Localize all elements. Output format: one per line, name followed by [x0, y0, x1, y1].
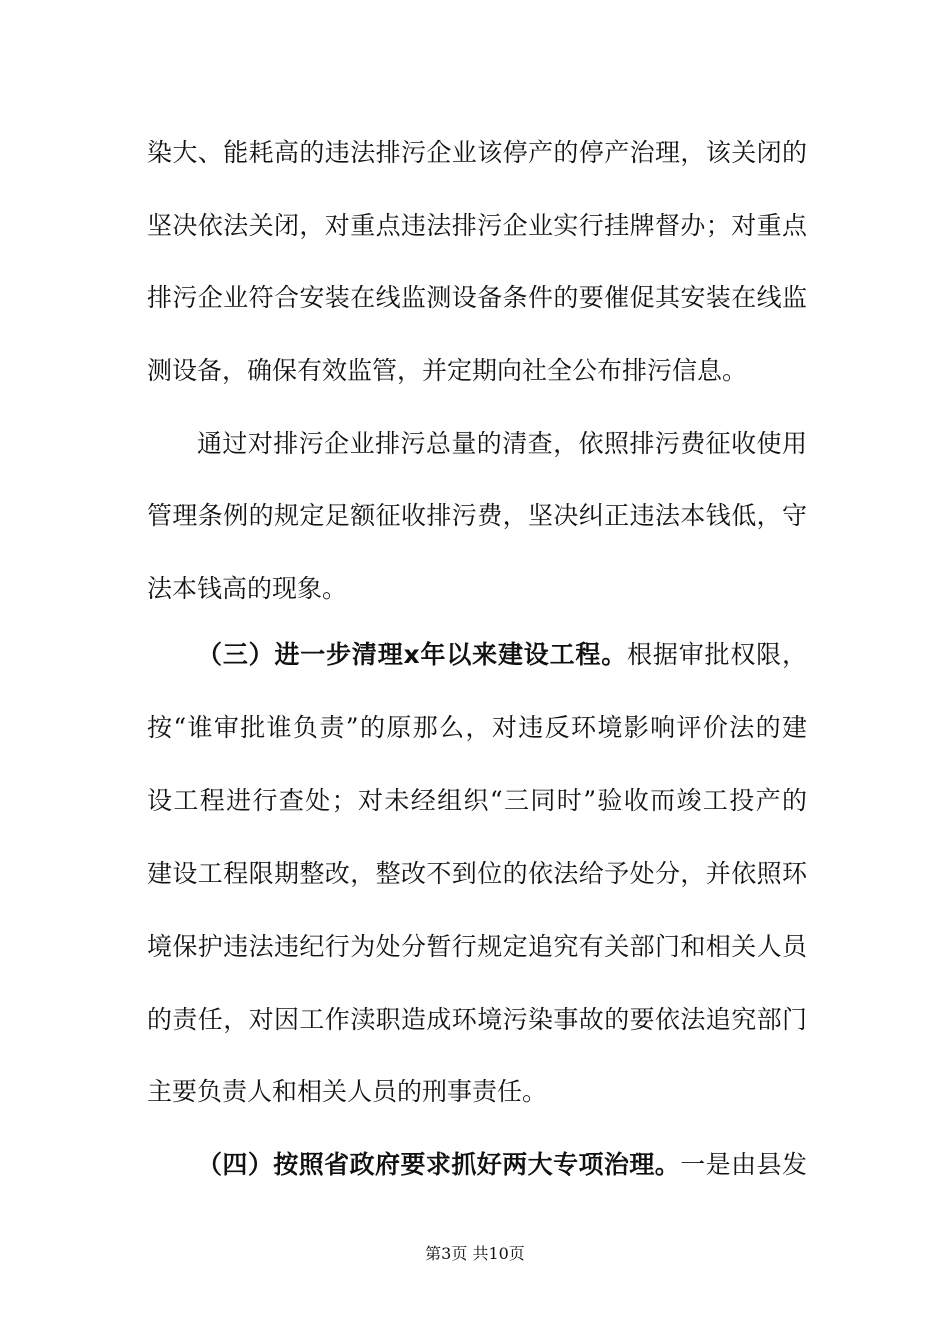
paragraph-line: 按“谁审批谁负责”的原那么，对违反环境影响评价法的建 — [147, 713, 807, 742]
page-footer: 第3页 共10页 — [425, 1244, 525, 1263]
paragraph-line: 染大、能耗高的违法排污企业该停产的停产治理，该关闭的 — [147, 138, 807, 167]
paragraph-line: 的责任，对因工作渎职造成环境污染事故的要依法追究部门 — [147, 1005, 807, 1034]
paragraph-text: 一是由县发 — [680, 1150, 807, 1179]
section-heading-three: （三）进一步清理x年以来建设工程。 — [197, 640, 628, 669]
paragraph-line: 测设备，确保有效监管，并定期向社全公布排污信息。 — [147, 356, 748, 385]
section-heading-line — [197, 638, 807, 672]
paragraph-line: 排污企业符合安装在线监测设备条件的要催促其安装在线监 — [147, 283, 807, 312]
paragraph-line: 主要负责人和相关人员的刑事责任。 — [147, 1077, 548, 1106]
section-heading-four: （四）按照省政府要求抓好两大专项治理。 — [197, 1150, 681, 1179]
paragraph-line: 管理条例的规定足额征收排污费，坚决纠正违法本钱低，守 — [147, 501, 807, 530]
paragraph-text: 根据审批权限， — [627, 640, 807, 669]
paragraph-line: 设工程进行查处；对未经组织“三同时”验收而竣工投产的 — [147, 786, 807, 815]
paragraph-line: 坚决依法关闭，对重点违法排污企业实行挂牌督办；对重点 — [147, 211, 807, 240]
paragraph-line: 通过对排污企业排污总量的清查，依照排污费征收使用 — [197, 429, 807, 458]
paragraph-line: 境保护违法违纪行为处分暂行规定追究有关部门和相关人员 — [147, 932, 807, 961]
paragraph-line: 建设工程限期整改，整改不到位的依法给予处分，并依照环 — [147, 859, 807, 888]
paragraph-line: 法本钱高的现象。 — [147, 574, 348, 603]
section-heading-line — [197, 1148, 807, 1182]
